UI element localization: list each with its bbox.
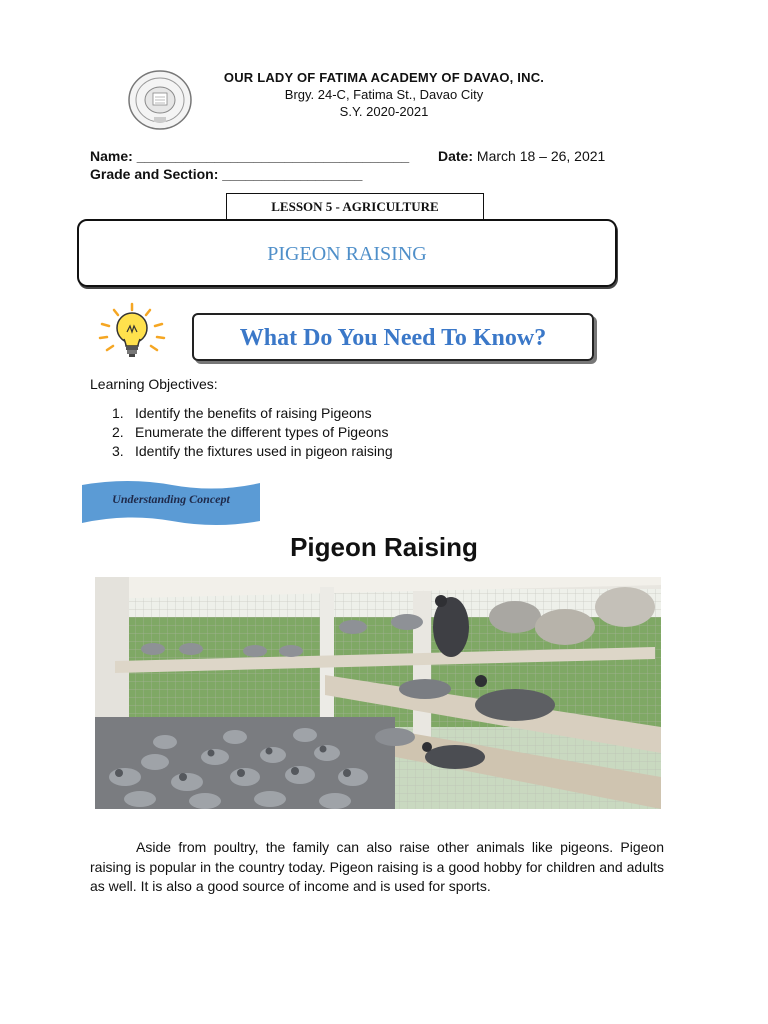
- school-name: OUR LADY OF FATIMA ACADEMY OF DAVAO, INC.: [223, 70, 545, 85]
- grade-blank: __________________: [222, 166, 363, 182]
- school-address: Brgy. 24-C, Fatima St., Davao City: [284, 87, 484, 102]
- objective-text: Identify the fixtures used in pigeon raising: [135, 443, 393, 459]
- concept-paragraph: Aside from poultry, the family can also raise other animals like pigeons. Pigeon raising is popular in the country today. Pigeon raising is a good hobby for children and adults as well. It is also a good source of income and is used for sports.: [90, 839, 664, 894]
- objective-item: [112, 423, 393, 442]
- grade-section-line: [90, 166, 362, 182]
- name-label: Name:: [90, 148, 133, 164]
- objective-number: 1.: [112, 405, 124, 421]
- need-to-know-heading: What Do You Need To Know?: [192, 313, 594, 361]
- date-label: Date:: [438, 148, 474, 164]
- objective-item: [112, 442, 393, 461]
- objectives-label: Learning Objectives:: [90, 376, 218, 392]
- objectives-list: [112, 404, 393, 461]
- objective-number: 3.: [112, 443, 124, 459]
- date-value: March 18 – 26, 2021: [476, 148, 606, 164]
- objective-text: Identify the benefits of raising Pigeons: [135, 405, 372, 421]
- grade-label: Grade and Section:: [90, 166, 219, 182]
- school-year: S.Y. 2020-2021: [339, 104, 429, 119]
- objective-number: 2.: [112, 424, 124, 440]
- pigeon-coop-photo: [95, 577, 661, 809]
- name-blank: ___________________________________: [136, 148, 410, 164]
- lightbulb-icon: [92, 302, 172, 362]
- objective-item: [112, 404, 393, 423]
- lesson-label: LESSON 5 - AGRICULTURE: [226, 193, 484, 220]
- objective-text: Enumerate the different types of Pigeons: [135, 424, 389, 440]
- section-heading: Pigeon Raising: [290, 532, 478, 562]
- date-field: [438, 148, 605, 164]
- name-field-line: [90, 148, 409, 164]
- concept-banner-label: Understanding Concept: [112, 492, 230, 506]
- lesson-title: PIGEON RAISING: [77, 219, 617, 287]
